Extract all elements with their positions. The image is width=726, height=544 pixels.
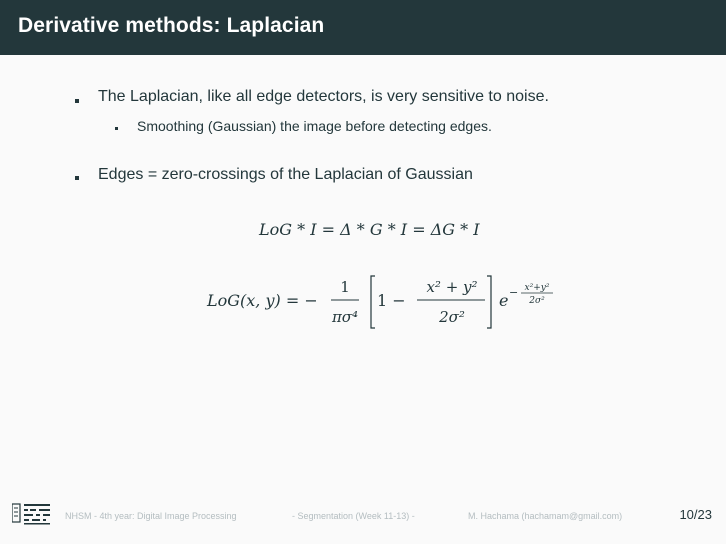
eq2-lhs: LoG(x, y) = −	[207, 291, 318, 310]
equation-log-convolution	[259, 220, 480, 239]
slide-title: Derivative methods: Laplacian	[18, 14, 325, 37]
eq2-one-minus: 1 −	[377, 291, 406, 310]
eq2-frac1-num: 1	[340, 278, 350, 296]
page-number: 10/23	[679, 507, 712, 522]
sub-bullet-marker-icon	[115, 127, 118, 130]
bullet-zero-crossings: Edges = zero-crossings of the Laplacian of Gaussian	[98, 166, 473, 183]
footer-course: NHSM - 4th year: Digital Image Processing	[65, 511, 237, 521]
eq2-left-bracket	[371, 276, 375, 328]
equation-log-formula	[207, 272, 567, 332]
footer-author: M. Hachama (hachamam@gmail.com)	[468, 511, 623, 521]
eq2-frac2-den: 2σ²	[439, 308, 465, 326]
institution-logo-icon	[12, 500, 52, 526]
bullet-laplacian-noise: The Laplacian, like all edge detectors, is very sensitive to noise.	[98, 88, 549, 105]
footer	[0, 498, 726, 538]
eq2-frac1-den: πσ⁴	[331, 308, 359, 326]
eq2-exp-den: 2σ²	[529, 296, 545, 306]
title-bar	[0, 0, 726, 55]
bullet-marker-icon	[75, 99, 79, 103]
equation-log-convolution-text: LoG * I = Δ * G * I = ΔG * I	[259, 220, 480, 239]
eq2-frac2-num: x² + y²	[426, 278, 478, 296]
eq2-exp-sign: −	[509, 286, 519, 299]
eq2-right-bracket	[487, 276, 491, 328]
eq2-exp-num: x²+y²	[524, 283, 550, 293]
footer-section: - Segmentation (Week 11-13) -	[292, 511, 415, 521]
bullet-marker-icon	[75, 176, 79, 180]
eq2-exp-base: e	[499, 291, 509, 310]
sub-bullet-smoothing: Smoothing (Gaussian) the image before detecting edges.	[137, 118, 492, 134]
